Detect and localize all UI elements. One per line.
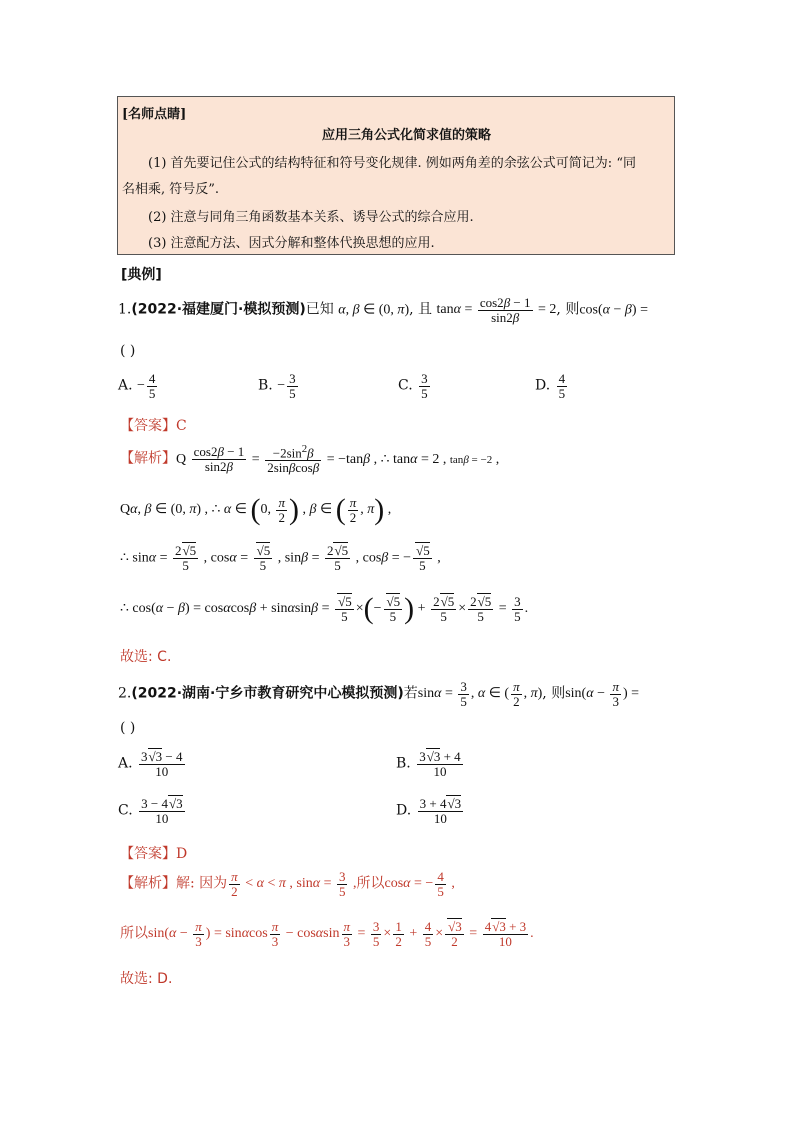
q2-condition: sinα = $\frac{3}{5}$ , α ∈ ( $\frac{\pi}{2}$ , π) bbox=[417, 679, 543, 709]
q1-number: 1. bbox=[118, 301, 132, 318]
q2-stem-pre: 若 bbox=[403, 685, 418, 702]
q2-answer-value: D bbox=[176, 846, 188, 862]
q2-option-c[interactable]: C. $\frac{3 - 4√3}{10}$ bbox=[118, 796, 183, 826]
q1-answer-label: 【答案】 bbox=[120, 418, 176, 434]
tip-title: 应用三角公式化简求值的策略 bbox=[322, 128, 492, 143]
q1-condition-domain: α, β ∈ (0, π) bbox=[338, 302, 410, 318]
q2-so2: 所以 bbox=[120, 925, 148, 942]
q1-option-d[interactable]: D. $\frac{4}{5}$ bbox=[535, 371, 566, 401]
q1-option-c[interactable]: C. $\frac{3}{5}$ bbox=[398, 371, 428, 401]
q2-option-b[interactable]: B. $\frac{3√3 + 4}{10}$ bbox=[396, 749, 461, 779]
q2-option-a-label: A. bbox=[118, 755, 133, 772]
q2-stem bbox=[118, 680, 639, 708]
q1-stem-mid: , 且 bbox=[409, 301, 433, 318]
q2-analysis-line-1: 【解析】解: 因为 $\frac{\pi}{2}$ < α < π , sinα = $\frac{3}{5}$ ,所以cosα = − $\frac{4}{5}$ , bbox=[120, 869, 455, 899]
q1-option-b-label: B. bbox=[258, 377, 273, 394]
q1-stem-pre: 已知 bbox=[305, 301, 334, 318]
tip-line-1a: (1) 首先要记住公式的结构特征和符号变化规律. 例如两角差的余弦公式可简记为: “同 bbox=[148, 156, 636, 171]
q2-paren: ( ) bbox=[120, 720, 136, 736]
q1-analysis-line-1: 【解析】Q $\frac{\cos 2\beta - 1}{\sin 2\beta}$ = $\frac{-2\sin^2\beta}{2\sin\beta\cos\beta}$ = −tanβ , ∴ tanα = 2 , tanβ = −2 , bbox=[120, 443, 500, 475]
q1-option-b[interactable]: B. − $\frac{3}{5}$ bbox=[258, 371, 296, 401]
q2-analysis-label: 【解析】 bbox=[120, 875, 176, 892]
q1-option-d-label: D. bbox=[535, 377, 551, 394]
q1-analysis-line-2: Qα, β ∈ (0, π) , ∴ α ∈ (0, $\frac{\pi}{2}$ ) , β ∈ ( $\frac{\pi}{2}$ , π) , bbox=[120, 493, 392, 526]
q2-conclusion: 故选: D. bbox=[120, 971, 173, 987]
q1-option-c-label: C. bbox=[398, 377, 413, 394]
q2-option-d[interactable]: D. $\frac{3 + 4√3}{10}$ bbox=[396, 796, 462, 826]
q1-analysis-label: 【解析】 bbox=[120, 450, 176, 467]
q2-solve: 解: 因为 bbox=[176, 875, 228, 892]
tip-line-3: (3) 注意配方法、因式分解和整体代换思想的应用. bbox=[148, 236, 435, 251]
q1-option-a-label: A. bbox=[118, 377, 133, 394]
q1-analysis-line-3: ∴ sinα = $\frac{2√5}{5}$ , cosα = $\frac{√5}{5}$ , sinβ = $\frac{2√5}{5}$ , cosβ = − $\frac{√5}{5}$ , bbox=[120, 543, 441, 573]
q1-answer bbox=[120, 415, 187, 435]
q2-stem-post: , 则 bbox=[542, 685, 566, 702]
q1-option-a[interactable]: A. − $\frac{4}{5}$ bbox=[118, 371, 156, 401]
q2-answer-label: 【答案】 bbox=[120, 846, 176, 862]
q2-number: 2. bbox=[118, 685, 132, 702]
q2-option-a[interactable]: A. $\frac{3√3 - 4}{10}$ bbox=[118, 749, 183, 779]
q1-paren: ( ) bbox=[120, 343, 136, 359]
q2-option-c-label: C. bbox=[118, 802, 133, 819]
tip-header: [名师点睛] bbox=[122, 107, 187, 122]
q2-option-d-label: D. bbox=[396, 802, 412, 819]
q2-answer bbox=[120, 843, 187, 863]
q2-target: sin(α − $\frac{\pi}{3}$ ) = bbox=[565, 679, 640, 709]
section-label: [典例] bbox=[121, 267, 162, 283]
q2-source: (2022·湖南·宁乡市教育研究中心模拟预测) bbox=[131, 685, 404, 702]
q1-stem-post: , 则 bbox=[556, 301, 580, 318]
q2-so: 所以 bbox=[356, 875, 385, 892]
q1-answer-value: C bbox=[176, 418, 187, 434]
q2-analysis-line-2: 所以sin(α − $\frac{\pi}{3}$ ) = sinαcos $\frac{\pi}{3}$ − cosαsin $\frac{\pi}{3}$ = $\frac{3}{5}$ × $\frac{1}{2}$ + $\frac{4}{5}$ × $\frac{√3}{2}$ = $\frac{4√3 + 3}{10}$ . bbox=[120, 919, 534, 949]
q1-analysis-line-4: ∴ cos(α − β) = cosαcosβ + sinαsinβ = $\frac{√5}{5}$ ×(− $\frac{√5}{5}$ ) + $\frac{2√5}{5}$ × $\frac{2√5}{5}$ = $\frac{3}{5}$ . bbox=[120, 592, 529, 625]
q2-option-b-label: B. bbox=[396, 755, 411, 772]
q1-source: (2022·福建厦门·模拟预测) bbox=[131, 301, 306, 318]
tip-line-1b: 名相乘, 符号反”. bbox=[122, 182, 220, 197]
tip-box bbox=[117, 96, 675, 255]
q1-conclusion: 故选: C. bbox=[120, 649, 172, 665]
q1-stem bbox=[118, 296, 648, 324]
q1-target: cos(α − β) = bbox=[579, 302, 648, 318]
q1-condition-tan: tanα = $\frac{\cos 2\beta - 1}{\sin 2\beta}$ = 2 bbox=[436, 295, 557, 325]
tip-line-2: (2) 注意与同角三角函数基本关系、诱导公式的综合应用. bbox=[148, 210, 474, 225]
